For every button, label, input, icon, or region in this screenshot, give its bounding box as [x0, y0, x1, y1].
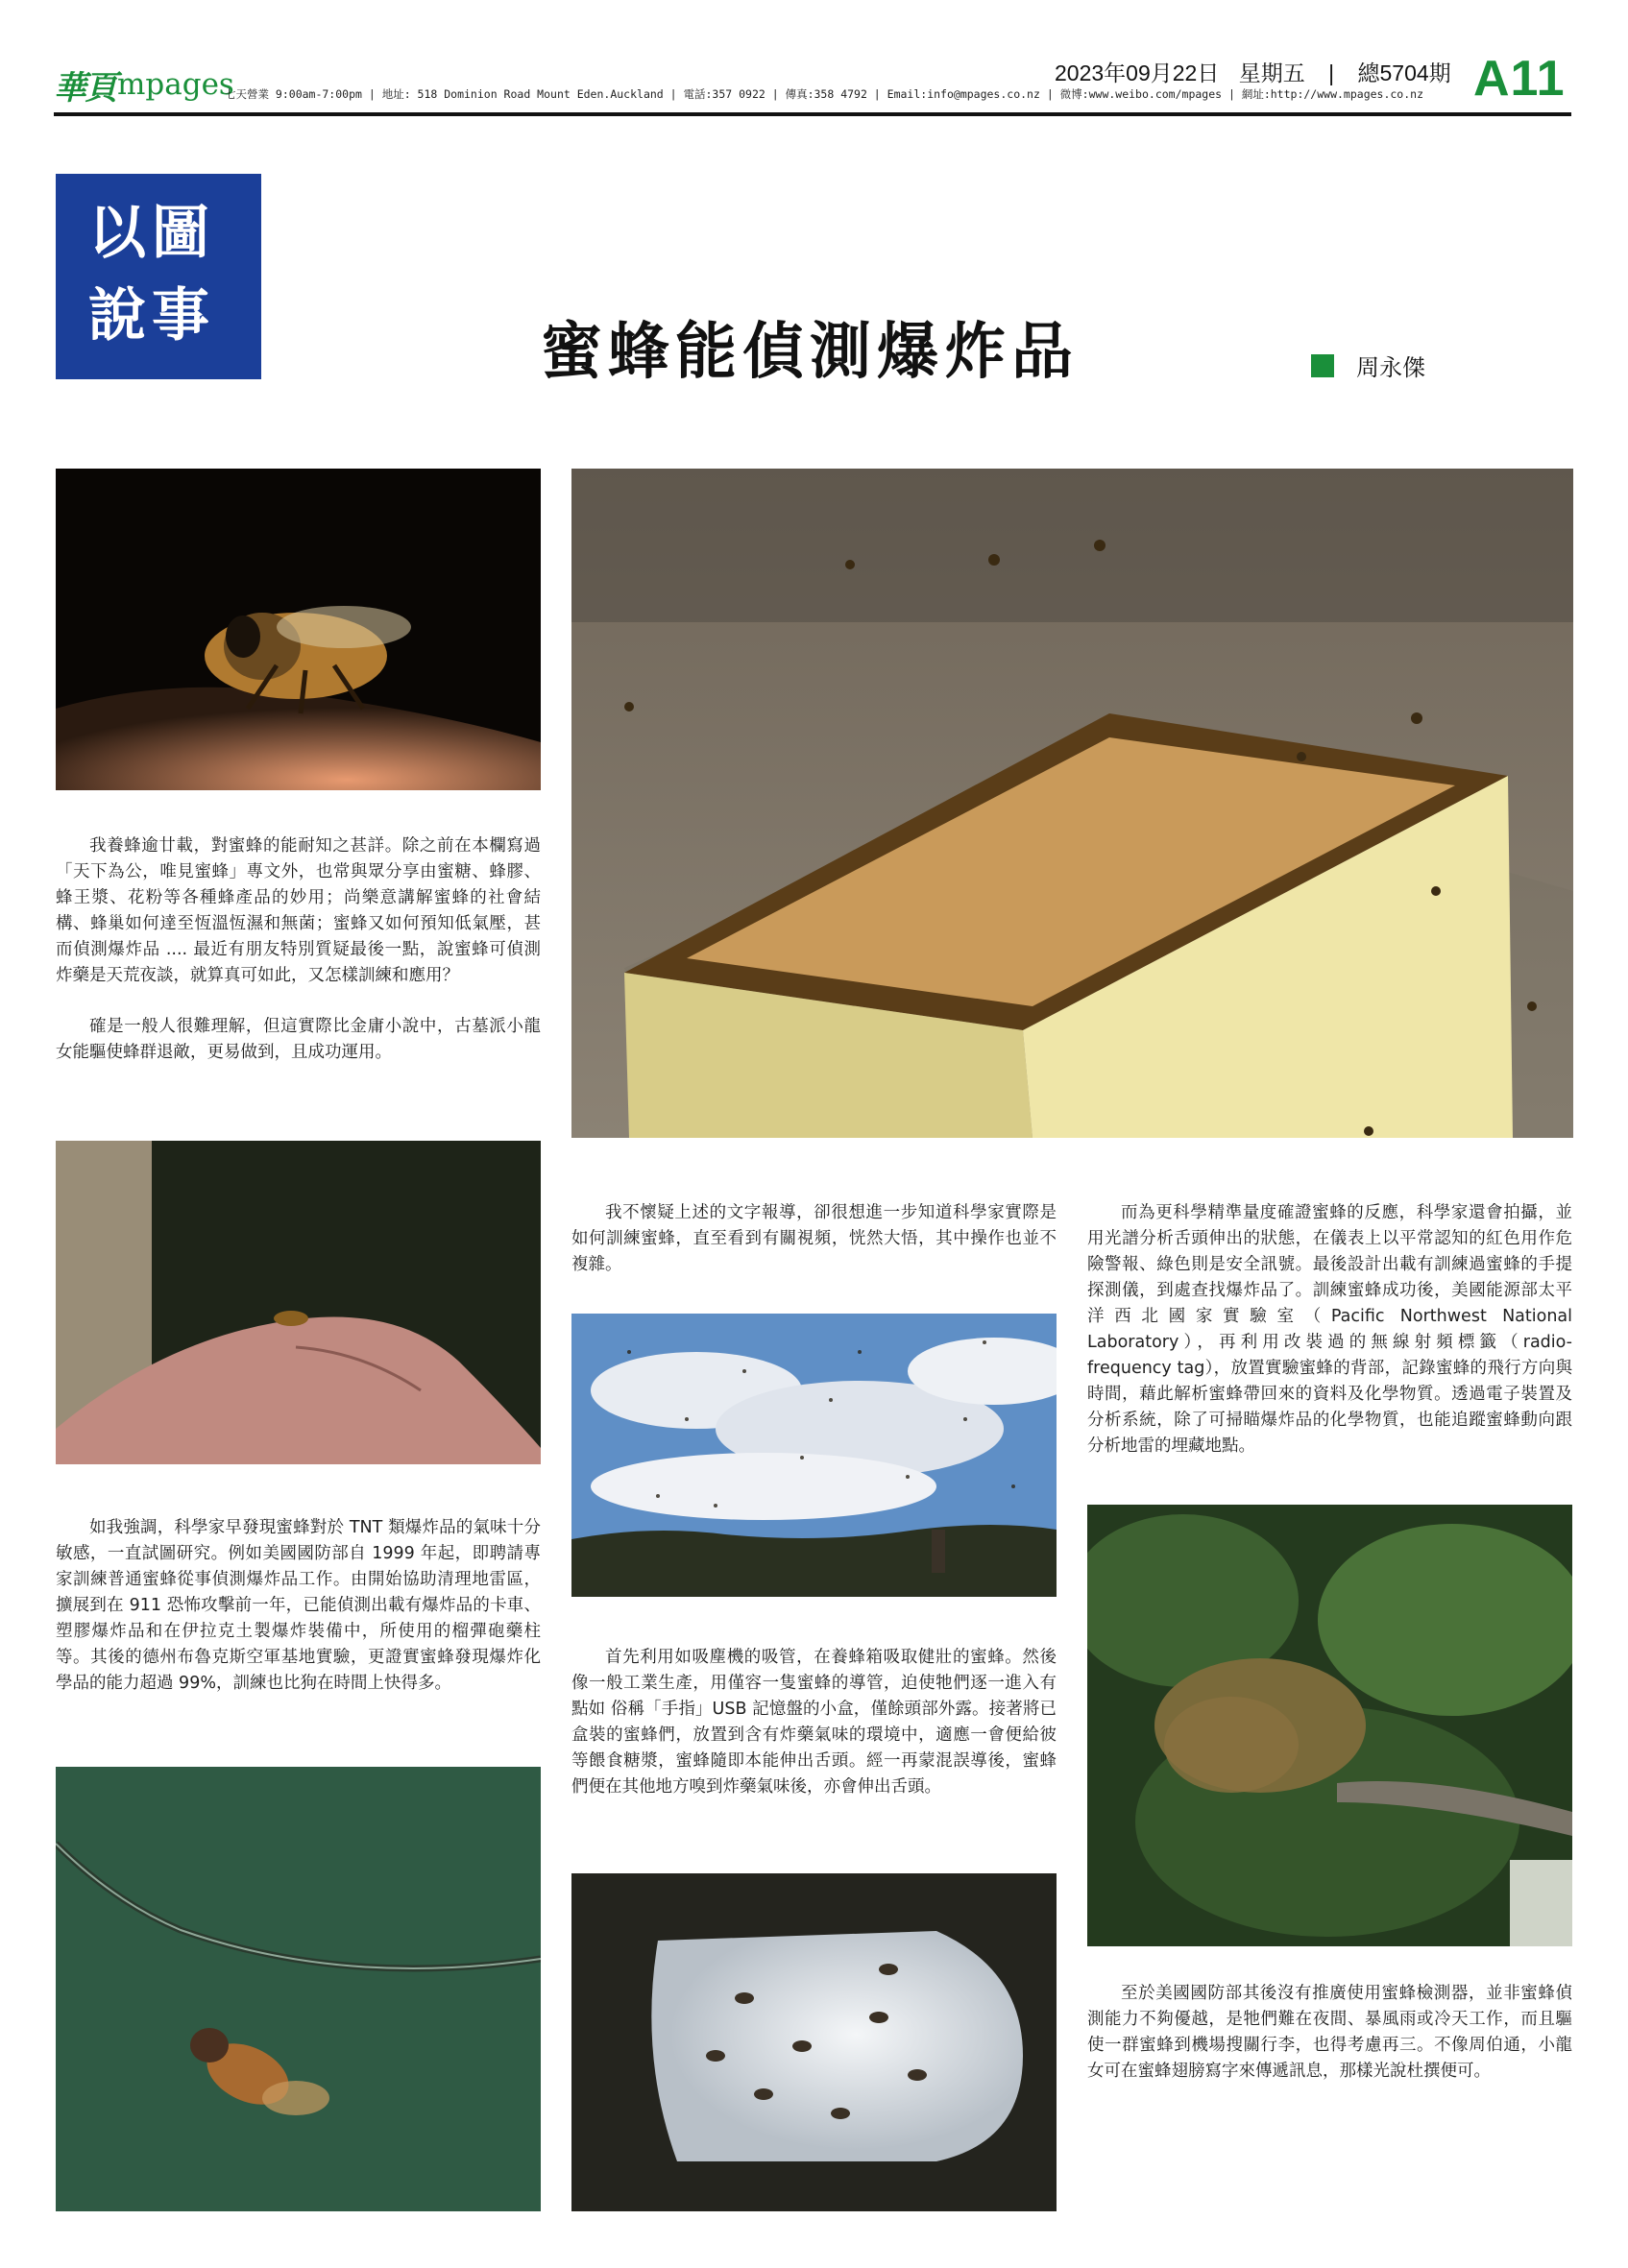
byline-marker: [1311, 354, 1334, 377]
text-block-method: [571, 1645, 1057, 1825]
page-number: A11: [1473, 51, 1566, 107]
article-para-4: 我不懷疑上述的文字報導，卻很想進一步知道科學家實際是如何訓練蜜蜂，直至看到有關視頻，恍然大悟，其中操作也並不複雜。: [571, 1203, 1057, 1274]
column-badge: [56, 174, 261, 379]
column-name-line1: 以圖: [88, 200, 215, 267]
article-para-1: 我養蜂逾廿載，對蜜蜂的能耐知之甚詳。除之前在本欄寫過「天下為公，唯見蜜蜂」專文外，也常與眾分享由蜜糖、蜂膠、蜂王漿、花粉等各種蜂產品的妙用；尚樂意講解蜜蜂的社會結構、蜂巢如何達至恆溫恆濕和無菌；蜜蜂又如何預知低氣壓，甚而偵測爆炸品 .... 最近有朋友特別質疑最後一點，說蜜蜂可偵測炸藥是天荒夜談，就算真可如此，又怎樣訓練和應用？: [56, 836, 541, 985]
text-block-conclusion: [1087, 1981, 1572, 2110]
header-rule: [54, 112, 1571, 116]
text-block-research: [56, 1515, 541, 1722]
photo-bee-on-wire: [56, 1767, 541, 2211]
photo-bee-on-hand: [56, 1141, 541, 1464]
logo-mark: 華頁: [54, 68, 115, 108]
article-para-5: 首先利用如吸塵機的吸管，在養蜂箱吸取健壯的蜜蜂。然後像一般工業生產，用僅容一隻蜜蜂的導管，迫使牠們逐一進入有點如 俗稱「手指」USB 記憶盤的小盒，僅餘頭部外露。接著將已盒裝的蜜蜂們，放置到含有炸藥氣味的環境中，適應一會便給彼等餵食糖漿，蜜蜂隨即本能伸出舌頭。經一再蒙混誤導後，蜜蜂們便在其他地方嗅到炸藥氣味後，亦會伸出舌頭。: [571, 1648, 1057, 1797]
article-para-6: 而為更科學精準量度確證蜜蜂的反應，科學家還會拍攝，並用光譜分析舌頭伸出的狀態，在儀表上以平常認知的紅色用作危險警報、綠色則是安全訊號。最後設計出載有訓練過蜜蜂的手提探測儀，到處查找爆炸品了。訓練蜜蜂成功後，美國能源部太平洋西北國家實驗室（Pacific Northwest National Laboratory），再利用改裝過的無線射頻標籤（radio-frequency tag），放置實驗蜜蜂的背部，記錄蜜蜂的飛行方向與時間，藉此解析蜜蜂帶回來的資料及化學物質。透過電子裝置及分析系統，除了可掃瞄爆炸品的化學物質，也能追蹤蜜蜂動向跟分析地雷的埋藏地點。: [1087, 1203, 1572, 1456]
photo-bee-swarm-sky: [571, 1314, 1057, 1597]
photo-bees-in-tube: [571, 1873, 1057, 2211]
article-author: 周永傑: [1356, 354, 1425, 381]
dateline-separator: |: [1328, 60, 1335, 85]
contact-line: 七天營業 9:00am-7:00pm | 地址: 518 Dominion Road Mount Eden.Auckland | 電話:357 0922 | 傳真:358 4792 | Email:info@mpages.co.nz | 微博:www.weibo.com/mpages | 網址:http://www.mpages.co.nz: [225, 87, 1424, 101]
article-para-3: 如我強調，科學家早發現蜜蜂對於 TNT 類爆炸品的氣味十分敏感，一直試圖研究。例如美國國防部自 1999 年起，即聘請專家訓練普通蜜蜂從事偵測爆炸品工作。由開始協助清理地雷區，擴展到在 911 恐怖攻擊前一年，已能偵測出載有爆炸品的卡車、塑膠爆炸品和在伊拉克土製爆炸裝備中，所使用的榴彈砲藥柱等。其後的德州布魯克斯空軍基地實驗，更證實蜜蜂發現爆炸化學品的能力超過 99%，訓練也比狗在時間上快得多。: [56, 1518, 541, 1693]
text-block-tracking: [1087, 1200, 1572, 1484]
logo-text: mpages: [117, 67, 234, 102]
article-title: 蜜蜂能偵測爆炸品: [541, 316, 1079, 388]
dateline: [1055, 56, 1477, 87]
photo-beehive: [571, 469, 1573, 1138]
article-para-2: 確是一般人很難理解，但這實際比金庸小說中，古墓派小龍女能驅使蜂群退敵，更易做到，且成功運用。: [56, 1017, 541, 1062]
issue-number: 總5704期: [1357, 60, 1451, 85]
column-name-line2: 說事: [88, 282, 215, 350]
issue-weekday: 星期五: [1238, 60, 1305, 85]
issue-date: 2023年09月22日: [1055, 60, 1220, 85]
photo-bee-swarm-tree: [1087, 1505, 1572, 1946]
photo-bee-closeup: [56, 469, 541, 790]
masthead-logo: [54, 63, 234, 106]
text-block-training: [571, 1200, 1057, 1303]
text-block-intro: [56, 833, 541, 1091]
article-para-7: 至於美國國防部其後沒有推廣使用蜜蜂檢測器，並非蜜蜂偵測能力不夠優越，是牠們難在夜間、暴風雨或冷天工作，而且驅使一群蜜蜂到機場搜關行李，也得考慮再三。不像周伯通，小龍女可在蜜蜂翅膀寫字來傳遞訊息，那樣光說杜撰便可。: [1087, 1984, 1572, 2081]
